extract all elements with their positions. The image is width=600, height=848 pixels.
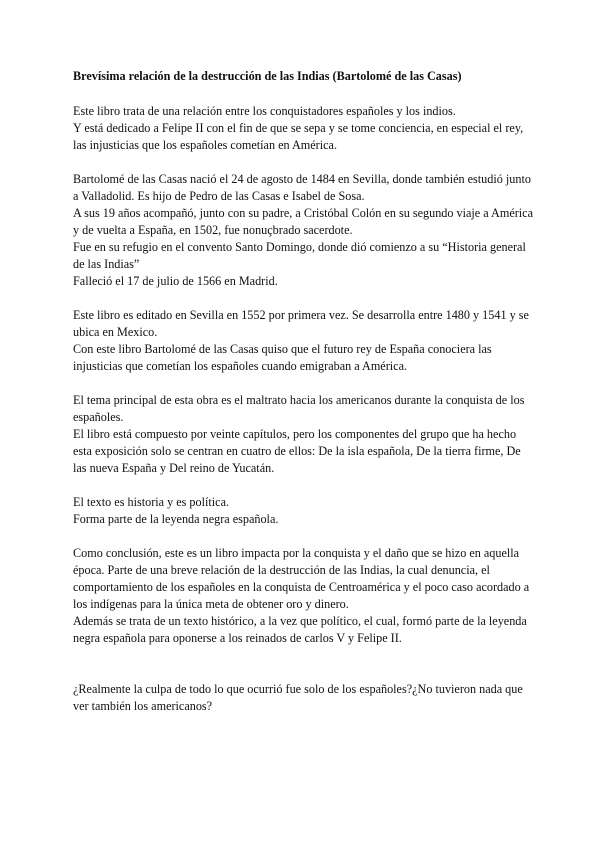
paragraph-author-biography	[73, 171, 533, 290]
paragraph-line: Como conclusión, este es un libro impacta por la conquista y el daño que se hizo en aquella época. Parte de una breve relación de la destrucción de las Indias, la cual denuncia, el comportamiento de los españoles en la conquista de Centroamérica y el poco caso acordado a los indígenas para la única meta de obtener oro y dinero.	[73, 546, 530, 611]
paragraph-theme	[73, 392, 533, 477]
paragraph-line: Además se trata de un texto histórico, a la vez que político, el cual, formó parte de la leyenda negra española para oponerse a los reinados de carlos V y Felipe II.	[73, 614, 527, 645]
paragraph-line: Este libro es editado en Sevilla en 1552 por primera vez. Se desarrolla entre 1480 y 1541 y se ubica en Mexico.	[73, 308, 529, 339]
paragraph-line: El libro está compuesto por veinte capítulos, pero los componentes del grupo que ha hecho esta exposición solo se centran en cuatro de ellos: De la isla española, De la tierra firme, De las nueva España y Del reino de Yucatán.	[73, 427, 521, 475]
paragraph-line: El tema principal de esta obra es el maltrato hacia los americanos durante la conquista de los españoles.	[73, 393, 525, 424]
paragraph-line: Forma parte de la leyenda negra española.	[73, 512, 279, 526]
document-title: Brevísima relación de la destrucción de las Indias (Bartolomé de las Casas)	[73, 69, 462, 83]
paragraph-line: Este libro trata de una relación entre los conquistadores españoles y los indios.	[73, 104, 456, 118]
paragraph-line: A sus 19 años acompañó, junto con su padre, a Cristóbal Colón en su segundo viaje a América y de vuelta a España, en 1502, fue nonuçbrado sacerdote.	[73, 206, 533, 237]
paragraph-line: Bartolomé de las Casas nació el 24 de agosto de 1484 en Sevilla, donde también estudió junto a Valladolid. Es hijo de Pedro de las Casas e Isabel de Sosa.	[73, 172, 531, 203]
closing-question: ¿Realmente la culpa de todo lo que ocurrió fue solo de los españoles?¿No tuvieron nada que ver también los americanos?	[73, 682, 523, 713]
paragraph-conclusion	[73, 545, 533, 647]
paragraph-line: Y está dedicado a Felipe II con el fin de que se sepa y se tome conciencia, en especial el rey, las injusticias que los españoles cometían en América.	[73, 121, 524, 152]
paragraph-line: Con este libro Bartolomé de las Casas quiso que el futuro rey de España conociera las injusticias que cometían los españoles cuando emigraban a América.	[73, 342, 492, 373]
document-body	[73, 68, 533, 715]
paragraph-genre	[73, 494, 533, 528]
paragraph-intro	[73, 103, 533, 154]
paragraph-line: Falleció el 17 de julio de 1566 en Madrid.	[73, 274, 278, 288]
paragraph-line: Fue en su refugio en el convento Santo Domingo, donde dió comienzo a su “Historia general de las Indias”	[73, 240, 526, 271]
paragraph-edition	[73, 307, 533, 375]
paragraph-line: El texto es historia y es política.	[73, 495, 230, 509]
